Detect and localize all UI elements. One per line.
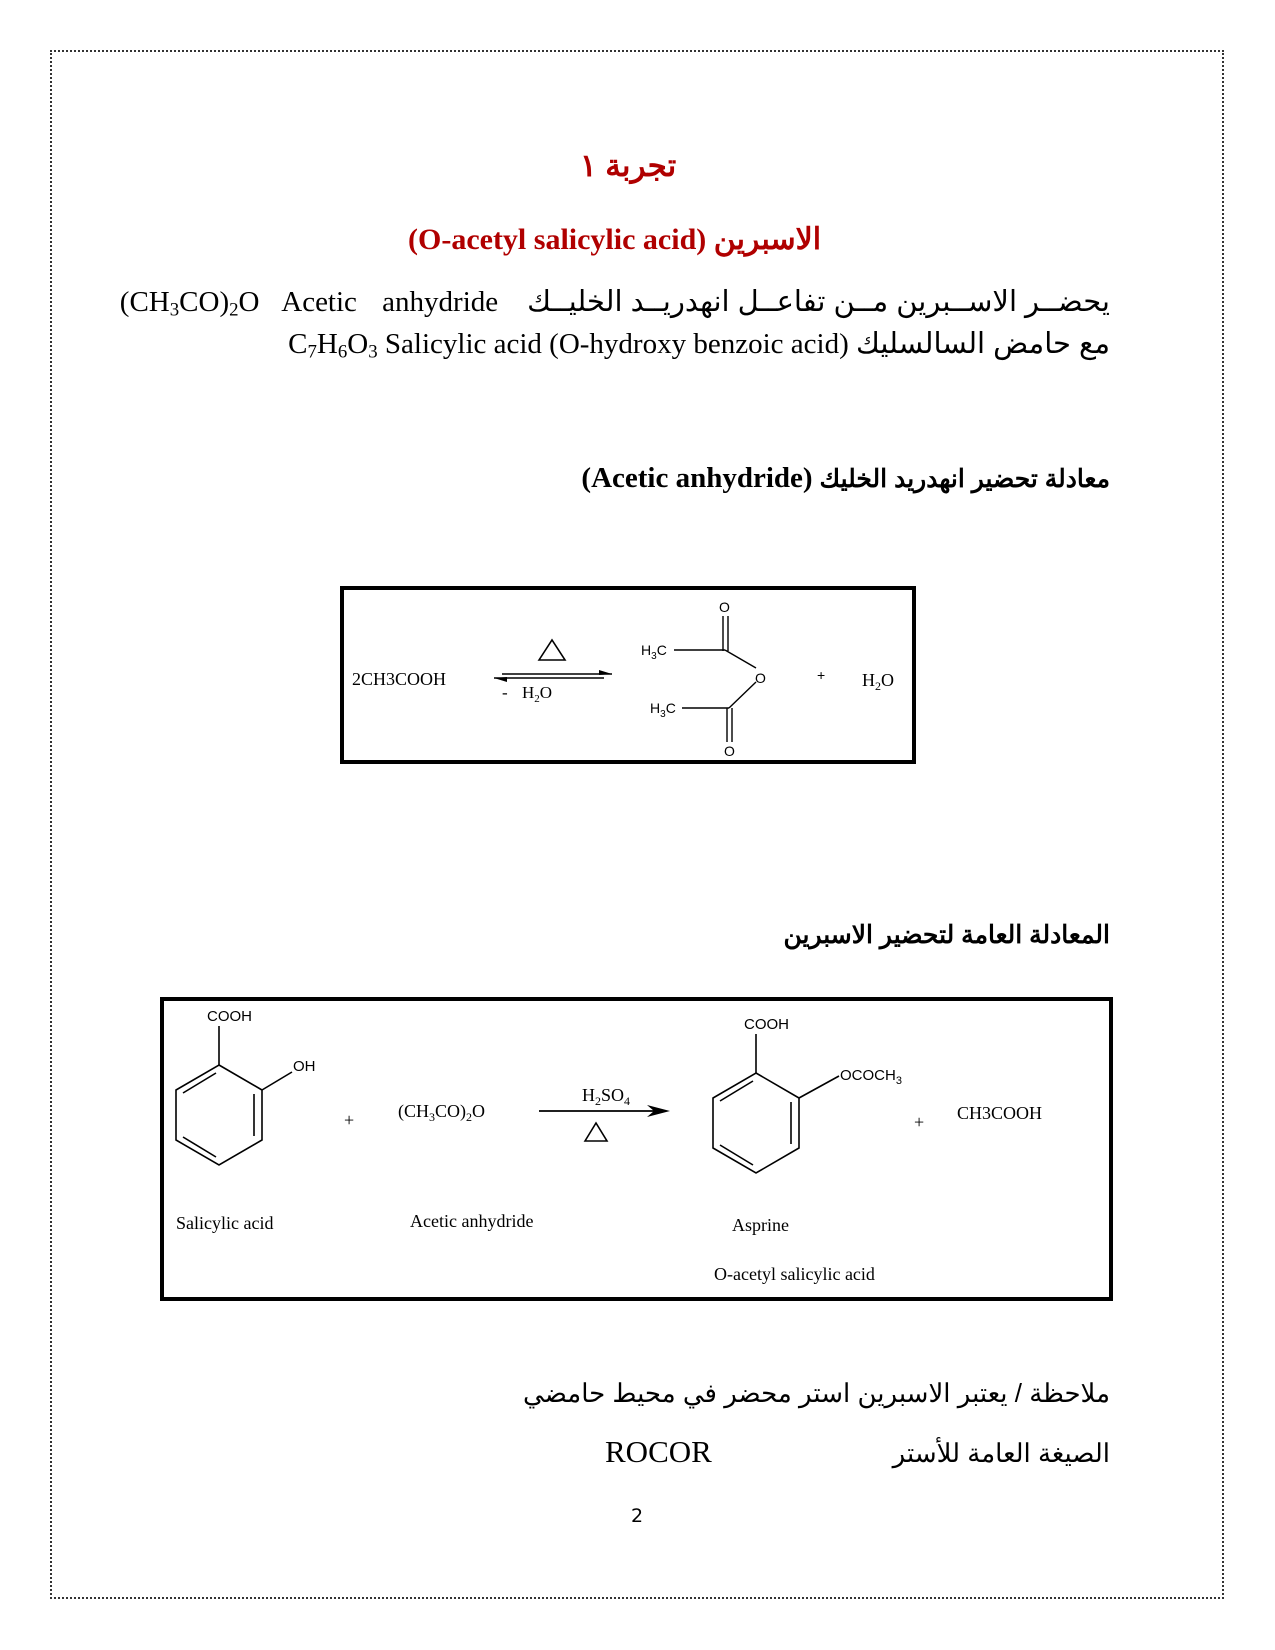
heading1-en: (Acetic anhydride) (581, 462, 813, 494)
reaction2-catalyst: $H_2SO_4$ (582, 1085, 631, 1108)
reaction1-diagram (344, 590, 912, 760)
ester-formula: ROCOR (605, 1434, 712, 1469)
reactant1-label: Salicylic acid (176, 1213, 274, 1233)
aspirin-ester: $OCOCH_3$ (840, 1067, 902, 1087)
reactant2-formula: $(CH_3CO)_2O$ (398, 1101, 485, 1124)
intro-line2-ar: مع حامض السالسليك (855, 328, 1110, 360)
reactant2-label: Acetic anhydride (410, 1211, 534, 1231)
salicylic-cooh: COOH (207, 1008, 252, 1025)
subtitle-ar: الاسبرين (713, 223, 822, 256)
page-number: 2 (631, 1505, 644, 1527)
reaction1-byproduct: $H_2O$ (862, 670, 894, 693)
salicylic-oh: OH (293, 1058, 316, 1075)
reaction2-byproduct: CH3COOH (957, 1103, 1043, 1123)
product-label: Asprine (732, 1215, 789, 1235)
heading1-ar: معادلة تحضير انهدريد الخليك (819, 465, 1110, 493)
note-text: ملاحظة / يعتبر الاسبرين استر محضر في محيط حامضي (523, 1378, 1110, 1408)
anhydride-bottom-o: O (724, 743, 735, 759)
heat-triangle-icon (585, 1123, 607, 1141)
intro-line-1 (120, 284, 1110, 322)
ester-formula-label: الصيغة العامة للأستر (892, 1438, 1110, 1468)
heat-triangle-icon (539, 640, 565, 660)
intro-line2-en: $C_7H_6O_3$ Salicylic acid (O-hydroxy benzoic acid) (288, 328, 849, 363)
intro-line-2 (288, 326, 1110, 364)
page-border (50, 50, 1224, 1599)
anhydride-methyl-bottom: $H_3C$ (650, 700, 676, 720)
intro-line1-ar: يحضــر الاســبرين مــن تفاعــل انهدريــد الخليــك (527, 286, 1110, 318)
anhydride-bridge-o: O (755, 670, 766, 686)
reaction2-box (160, 997, 1113, 1301)
reaction2-diagram (164, 1001, 1109, 1297)
anhydride-methyl-top: $H_3C$ (641, 642, 667, 662)
reaction1-box (340, 586, 916, 764)
anhydride-top-o: O (719, 599, 730, 615)
reaction1-reactant: 2CH3COOH (352, 669, 447, 689)
intro-line1-en: $(CH_3CO)_2O$ Acetic anhydride (119, 286, 499, 321)
aspirin-structure (713, 1034, 839, 1173)
reaction2-plus2: + (914, 1112, 925, 1132)
heading-acetic-anhydride (581, 462, 1110, 495)
heading-general-equation: المعادلة العامة لتحضير الاسبرين (783, 921, 1110, 949)
reaction1-condition-water: $H_2O$ (522, 683, 553, 705)
experiment-subtitle (408, 222, 821, 257)
experiment-title: تجربة ١ (580, 148, 677, 183)
product-sublabel: O-acetyl salicylic acid (714, 1264, 875, 1284)
subtitle-en: (O-acetyl salicylic acid) (408, 223, 707, 256)
reaction1-condition-minus: - (502, 683, 508, 702)
aspirin-cooh: COOH (744, 1016, 789, 1033)
reaction2-plus1: + (344, 1110, 355, 1130)
salicylic-acid-structure (176, 1026, 292, 1165)
reaction1-plus: + (817, 667, 826, 683)
